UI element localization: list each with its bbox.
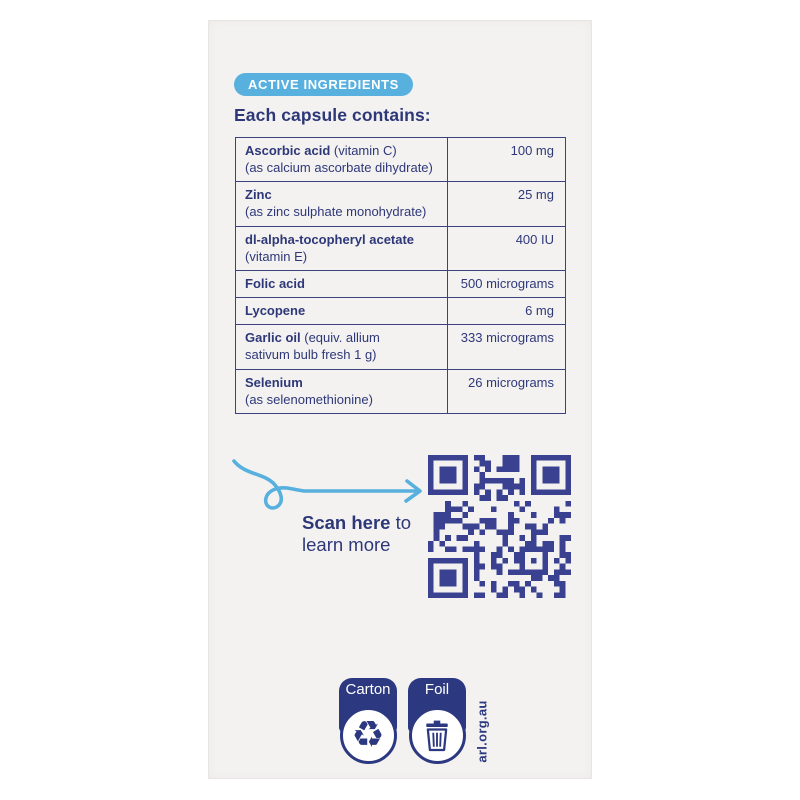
scan-here-text [302,512,411,555]
ingredient-name: Ascorbic acid (vitamin C) (as calcium ascorbate dihydrate) [236,138,448,181]
table-row [236,325,565,369]
ingredient-amount: 500 micrograms [460,275,554,291]
heading-each-capsule-contains: Each capsule contains: [234,105,431,125]
ingredients-table [235,137,566,414]
foil-circle [409,707,466,764]
table-row [236,182,565,226]
ingredient-amount: 400 IU [515,231,554,247]
scan-here-rest: to [395,512,412,533]
table-row [236,370,565,413]
ingredient-name: dl-alpha-tocopheryl acetate (vitamin E) [236,227,448,270]
carton-label: Carton [339,678,397,734]
ingredient-name: Folic acid [236,271,448,297]
foil-label: Foil [408,678,466,734]
active-ingredients-badge: ACTIVE INGREDIENTS [234,73,413,96]
carton-circle [340,707,397,764]
ingredient-amount: 25 mg [517,187,554,203]
scan-here-line2: learn more [302,533,391,555]
ingredient-name: Lycopene [236,298,448,324]
ingredient-name: Garlic oil (equiv. allium sativum bulb fresh 1 g) [236,325,448,368]
ingredient-name: Zinc (as zinc sulphate monohydrate) [236,182,448,225]
ingredient-amount: 333 micrograms [460,330,554,346]
table-row [236,138,565,182]
table-row [236,298,565,325]
foil-recycling-badge [408,678,466,764]
ingredient-amount: 26 micrograms [468,374,554,390]
qr-code [428,455,571,598]
ingredient-name: Selenium (as selenomethionine) [236,370,448,413]
ingredient-amount: 100 mg [510,143,554,158]
scan-here-bold: Scan here [302,512,391,533]
table-row [236,227,565,271]
trash-bin-icon [423,720,451,752]
arl-url: arl.org.au [474,700,490,763]
ingredient-amount: 6 mg [525,303,554,319]
product-back-panel [208,20,592,779]
recycle-icon: ♻ [351,713,385,756]
squiggle-arrow-icon [225,455,437,519]
table-row [236,271,565,298]
carton-recycling-badge [339,678,397,764]
